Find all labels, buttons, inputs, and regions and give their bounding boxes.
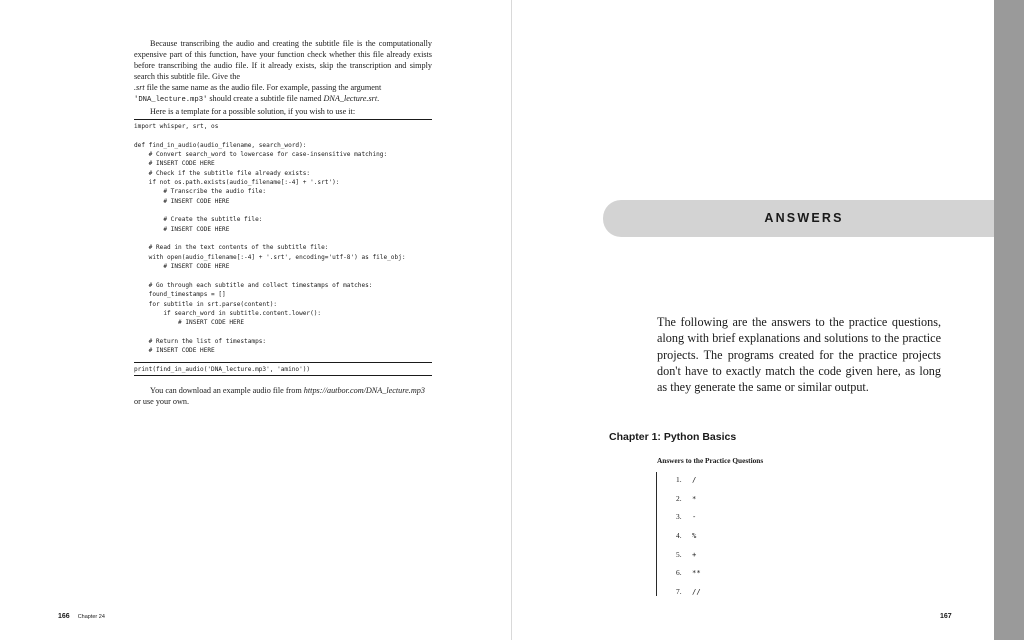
download-url[interactable]: https://autbor.com/DNA_lecture.mp3 <box>303 386 425 395</box>
code-block: import whisper, srt, os def find_in_audio(audio_filename, search_word): # Convert search_word to lowercase for case-insensitive matching: # INSERT CODE HERE # Check if the subtitle file already exists: if not os.path.exists(audio_filename[:-4] + '.srt'): # Transcribe the audio file: # INSERT CODE HERE # Create the subtitle file: # INSERT CODE HERE # Read in the text contents of the subtitle file: with open(audio_filename[:-4] + '.srt', encoding='utf-8') as file_obj: # INSERT CODE HERE # Go through each subtitle and collect timestamps of matches: found_timestamps = [] for subtitle in srt.parse(content): if search_word in subtitle.content.lower(): # INSERT CODE HERE # Return the list of timestamps: # INSERT CODE HERE <box>134 123 406 355</box>
code-bottom-rule <box>134 375 432 376</box>
download-prose <box>134 385 432 407</box>
answer-value: // <box>692 587 701 597</box>
answers-margin-bar <box>656 472 657 596</box>
intro-prose <box>134 38 432 117</box>
para1-d: . <box>377 94 380 103</box>
answers-intro: The following are the answers to the practice questions, along with brief explanations and solutions to the practice projects. The programs created for the practice projects don't have to exactly match the code given here, as long as they generate the same or similar output. <box>657 315 941 395</box>
argument-literal: 'DNA_lecture.mp3' <box>134 96 208 104</box>
subtitle-filename: DNA_lecture.srt <box>323 94 378 103</box>
answer-item <box>676 528 701 547</box>
answer-item <box>676 584 701 603</box>
para1-text: Because transcribing the audio and creating the subtitle file is the computationally expensive part of this function, have your function check whether this file already exists before transcribing the audio file. If it already exists, skip the transcription and simply search this subtitle file. Give the <box>134 39 432 81</box>
section-title: ANSWERS <box>764 211 844 225</box>
code-top-rule <box>134 119 432 120</box>
answer-value: % <box>692 531 697 541</box>
answer-value: ** <box>692 568 701 578</box>
para3-a: You can download an example audio file from <box>150 386 304 395</box>
answer-number: 5. <box>676 549 682 559</box>
srt-ext: .srt <box>134 83 145 92</box>
right-page-number: 167 <box>940 613 952 620</box>
paragraph-download <box>134 385 432 407</box>
paragraph-template: Here is a template for a possible solution, if you wish to use it: <box>150 107 356 116</box>
answer-item <box>676 509 701 528</box>
answer-value: - <box>692 512 697 522</box>
para1-c: should create a subtitle file named <box>207 94 324 103</box>
para1-b: file the same name as the audio file. For example, passing the argument <box>144 83 382 92</box>
answer-number: 3. <box>676 512 682 522</box>
answer-item <box>676 547 701 566</box>
answer-number: 2. <box>676 493 682 503</box>
viewer-edge-bar <box>994 0 1024 640</box>
left-folio <box>58 613 105 620</box>
answer-number: 1. <box>676 475 682 484</box>
answer-value: / <box>692 475 697 484</box>
answer-item <box>676 491 701 510</box>
answer-value: + <box>692 549 697 559</box>
answer-value: * <box>692 493 697 503</box>
code-mid-rule <box>134 362 432 363</box>
left-page-number: 166 <box>58 613 70 620</box>
answer-item <box>676 472 701 491</box>
running-footer-chapter: Chapter 24 <box>77 614 105 620</box>
paragraph-transcription <box>134 38 432 106</box>
practice-questions-heading: Answers to the Practice Questions <box>657 456 764 465</box>
chapter-heading: Chapter 1: Python Basics <box>609 431 737 443</box>
answer-number: 7. <box>676 587 682 597</box>
para3-b: or use your own. <box>134 397 190 406</box>
answer-item <box>676 565 701 584</box>
answers-list <box>676 472 701 603</box>
answer-number: 6. <box>676 568 682 578</box>
code-footer-line: print(find_in_audio('DNA_lecture.mp3', 'amino')) <box>134 366 311 373</box>
answer-number: 4. <box>676 531 682 541</box>
